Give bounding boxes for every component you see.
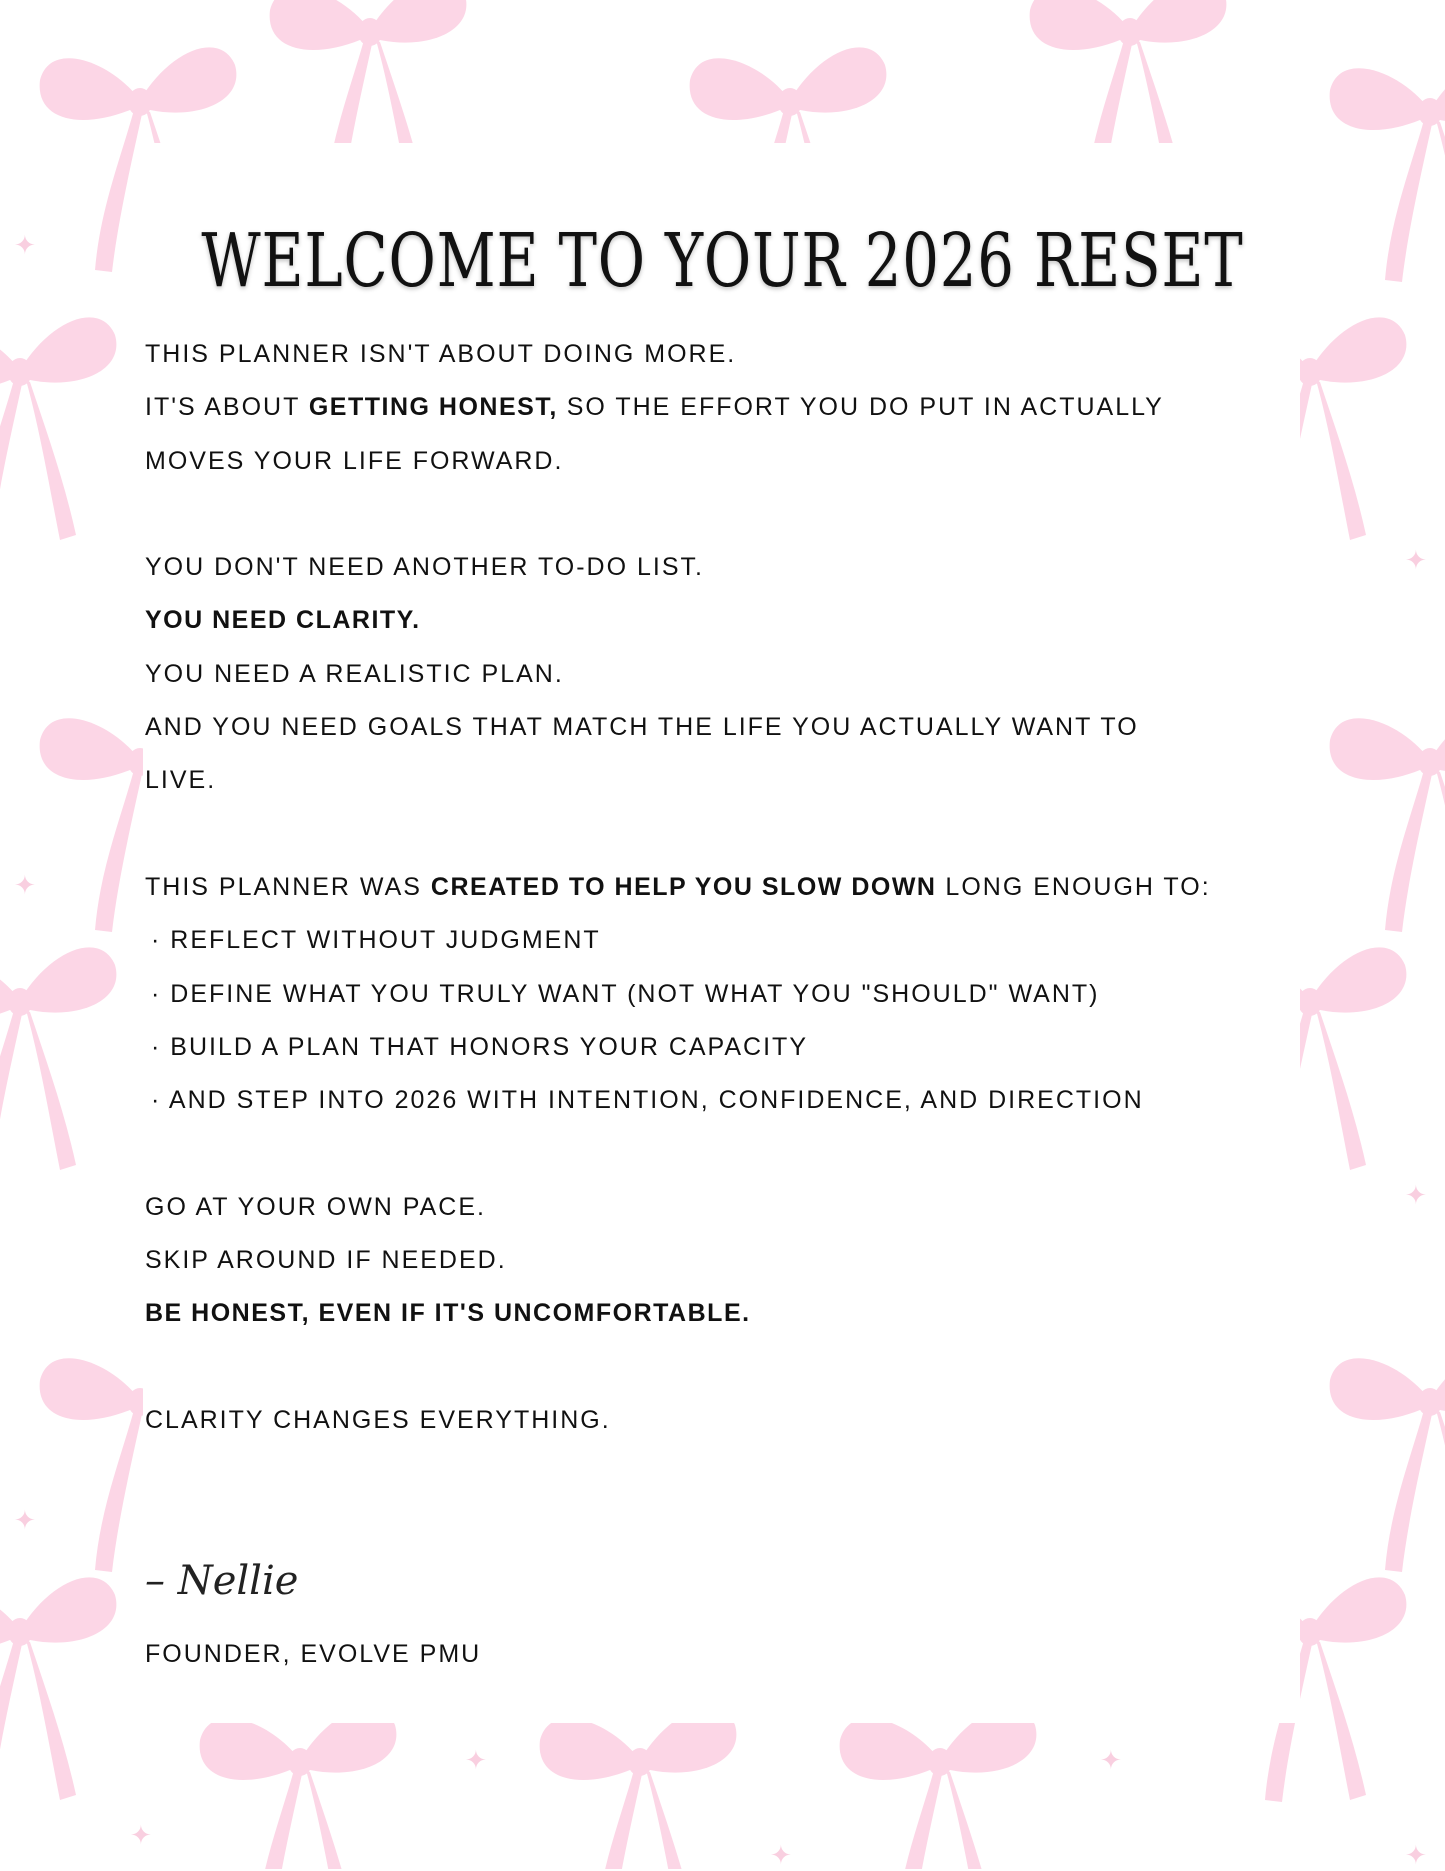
- text-line: THIS PLANNER WAS CREATED TO HELP YOU SLOW DOWN LONG ENOUGH TO:: [145, 872, 1211, 901]
- sparkle-icon: ✦: [1405, 545, 1427, 575]
- sparkle-icon: ✦: [770, 1840, 792, 1870]
- bullet-item: · BUILD A PLAN THAT HONORS YOUR CAPACITY: [151, 1032, 808, 1061]
- text-line: YOU NEED A REALISTIC PLAN.: [145, 659, 564, 688]
- text-line: GO AT YOUR OWN PACE.: [145, 1192, 486, 1221]
- sparkle-icon: ✦: [14, 1505, 36, 1535]
- bullet-item: · DEFINE WHAT YOU TRULY WANT (NOT WHAT YOU "SHOULD" WANT): [151, 979, 1100, 1008]
- letter-body: [145, 328, 1275, 1447]
- sparkle-icon: ✦: [1405, 1840, 1427, 1870]
- text-line: IT'S ABOUT GETTING HONEST, SO THE EFFORT YOU DO PUT IN ACTUALLY: [145, 393, 1164, 422]
- founder-credit: FOUNDER, EVOLVE PMU: [145, 1640, 482, 1668]
- bullet-item: · AND STEP INTO 2026 WITH INTENTION, CONFIDENCE, AND DIRECTION: [151, 1086, 1144, 1115]
- text-line: YOU DON'T NEED ANOTHER TO-DO LIST.: [145, 553, 704, 582]
- text-line: AND YOU NEED GOALS THAT MATCH THE LIFE YOU ACTUALLY WANT TO: [145, 713, 1139, 742]
- text-line: SKIP AROUND IF NEEDED.: [145, 1246, 507, 1275]
- bullet-item: · REFLECT WITHOUT JUDGMENT: [151, 926, 601, 955]
- text-line: BE HONEST, EVEN IF IT'S UNCOMFORTABLE.: [145, 1299, 751, 1328]
- sparkle-icon: ✦: [14, 230, 36, 260]
- text-line: MOVES YOUR LIFE FORWARD.: [145, 446, 564, 475]
- text-line: YOU NEED CLARITY.: [145, 606, 421, 635]
- signature: – Nellie: [145, 1558, 299, 1604]
- text-line: CLARITY CHANGES EVERYTHING.: [145, 1405, 611, 1434]
- sparkle-icon: ✦: [465, 1745, 487, 1775]
- sparkle-icon: ✦: [130, 1820, 152, 1850]
- sparkle-icon: ✦: [1100, 1745, 1122, 1775]
- page-title: WELCOME TO YOUR 2026 RESET: [201, 217, 1244, 304]
- text-line: THIS PLANNER ISN'T ABOUT DOING MORE.: [145, 340, 737, 368]
- sparkle-icon: ✦: [1405, 1180, 1427, 1210]
- text-line: LIVE.: [145, 766, 217, 795]
- sparkle-icon: ✦: [14, 870, 36, 900]
